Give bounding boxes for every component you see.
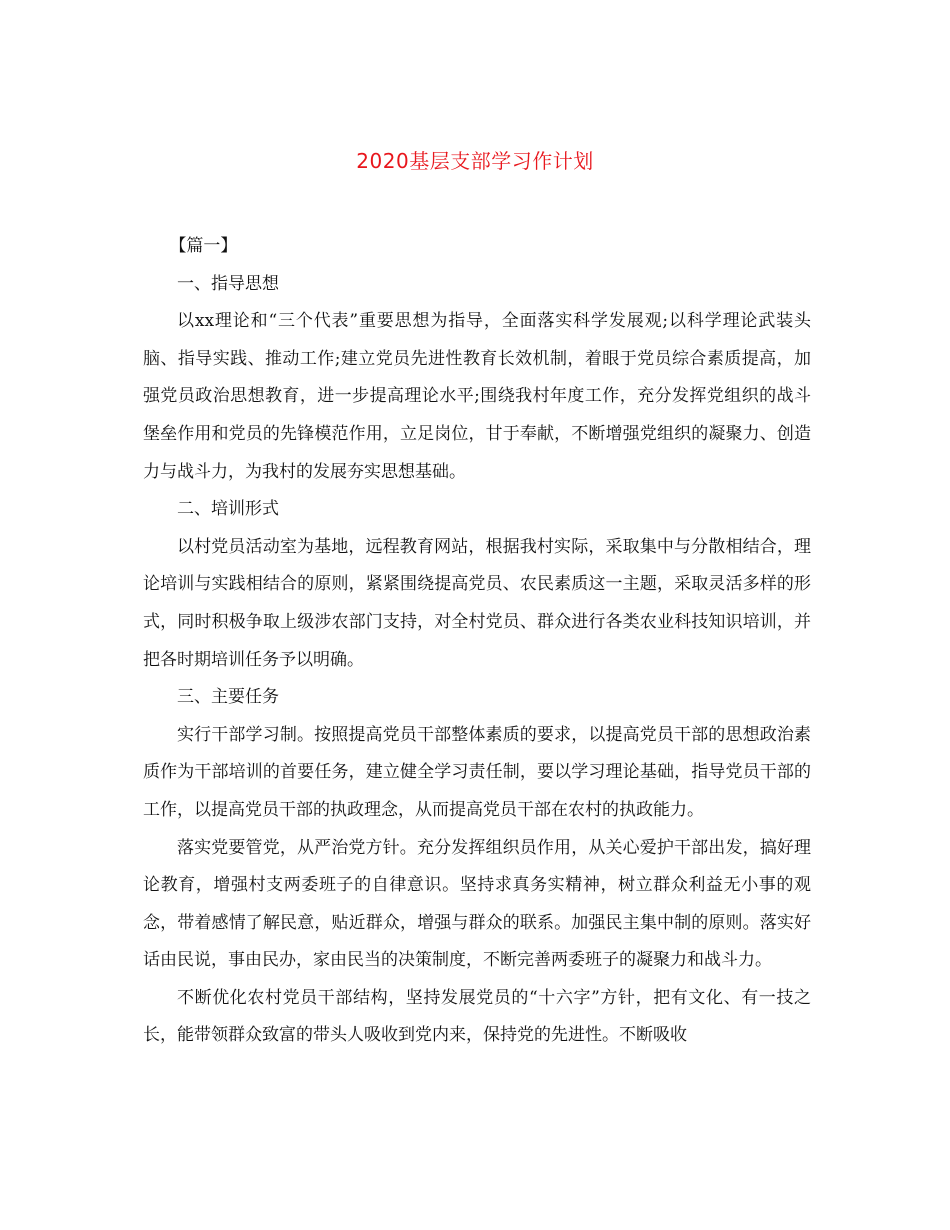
- paragraph-cadre-study: 实行干部学习制。按照提高党员干部整体素质的要求，以提高党员干部的思想政治素质作为干部培训的首要任务，建立健全学习责任制，要以学习理论基础，指导党员干部的工作，以提高党员干部的执政理念，从而提高党员干部在农村的执政能力。: [143, 724, 811, 820]
- heading-guiding-ideology: 一、指导思想: [177, 273, 279, 294]
- paragraph-optimize-structure: 不断优化农村党员干部结构，坚持发展党员的“十六字”方针，把有文化、有一技之长，能带领群众致富的带头人吸收到党内来，保持党的先进性。不断吸收: [143, 987, 811, 1046]
- paragraph-training-form: 以村党员活动室为基地，远程教育网站，根据我村实际，采取集中与分散相结合，理论培训与实践相结合的原则，紧紧围绕提高党员、农民素质这一主题，采取灵活多样的形式，同时积极争取上级涉农部门支持，对全村党员、群众进行各类农业科技知识培训，并把各时期培训任务予以明确。: [143, 536, 811, 670]
- document-body: [143, 228, 811, 1055]
- heading-main-tasks: 三、主要任务: [177, 687, 279, 708]
- paragraph-party-discipline: 落实党要管党，从严治党方针。充分发挥组织员作用，从关心爱护干部出发，搞好理论教育，增强村支两委班子的自律意识。坚持求真务实精神，树立群众利益无小事的观念，带着感情了解民意，贴近群众，增强与群众的联系。加强民主集中制的原则。落实好话由民说，事由民办，家由民当的决策制度，不断完善两委班子的凝聚力和战斗力。: [143, 837, 811, 971]
- paragraph-guiding-ideology: 以xx理论和“三个代表”重要思想为指导，全面落实科学发展观;以科学理论武装头脑、指导实践、推动工作;建立党员先进性教育长效机制，着眼于党员综合素质提高，加强党员政治思想教育，进一步提高理论水平;围绕我村年度工作，充分发挥党组织的战斗堡垒作用和党员的先锋模范作用，立足岗位，甘于奉献，不断增强党组织的凝聚力、创造力与战斗力，为我村的发展夯实思想基础。: [143, 311, 811, 482]
- document-title: 2020基层支部学习作计划: [356, 149, 594, 173]
- section-label: 【篇一】: [169, 236, 238, 256]
- heading-training-form: 二、培训形式: [177, 499, 279, 520]
